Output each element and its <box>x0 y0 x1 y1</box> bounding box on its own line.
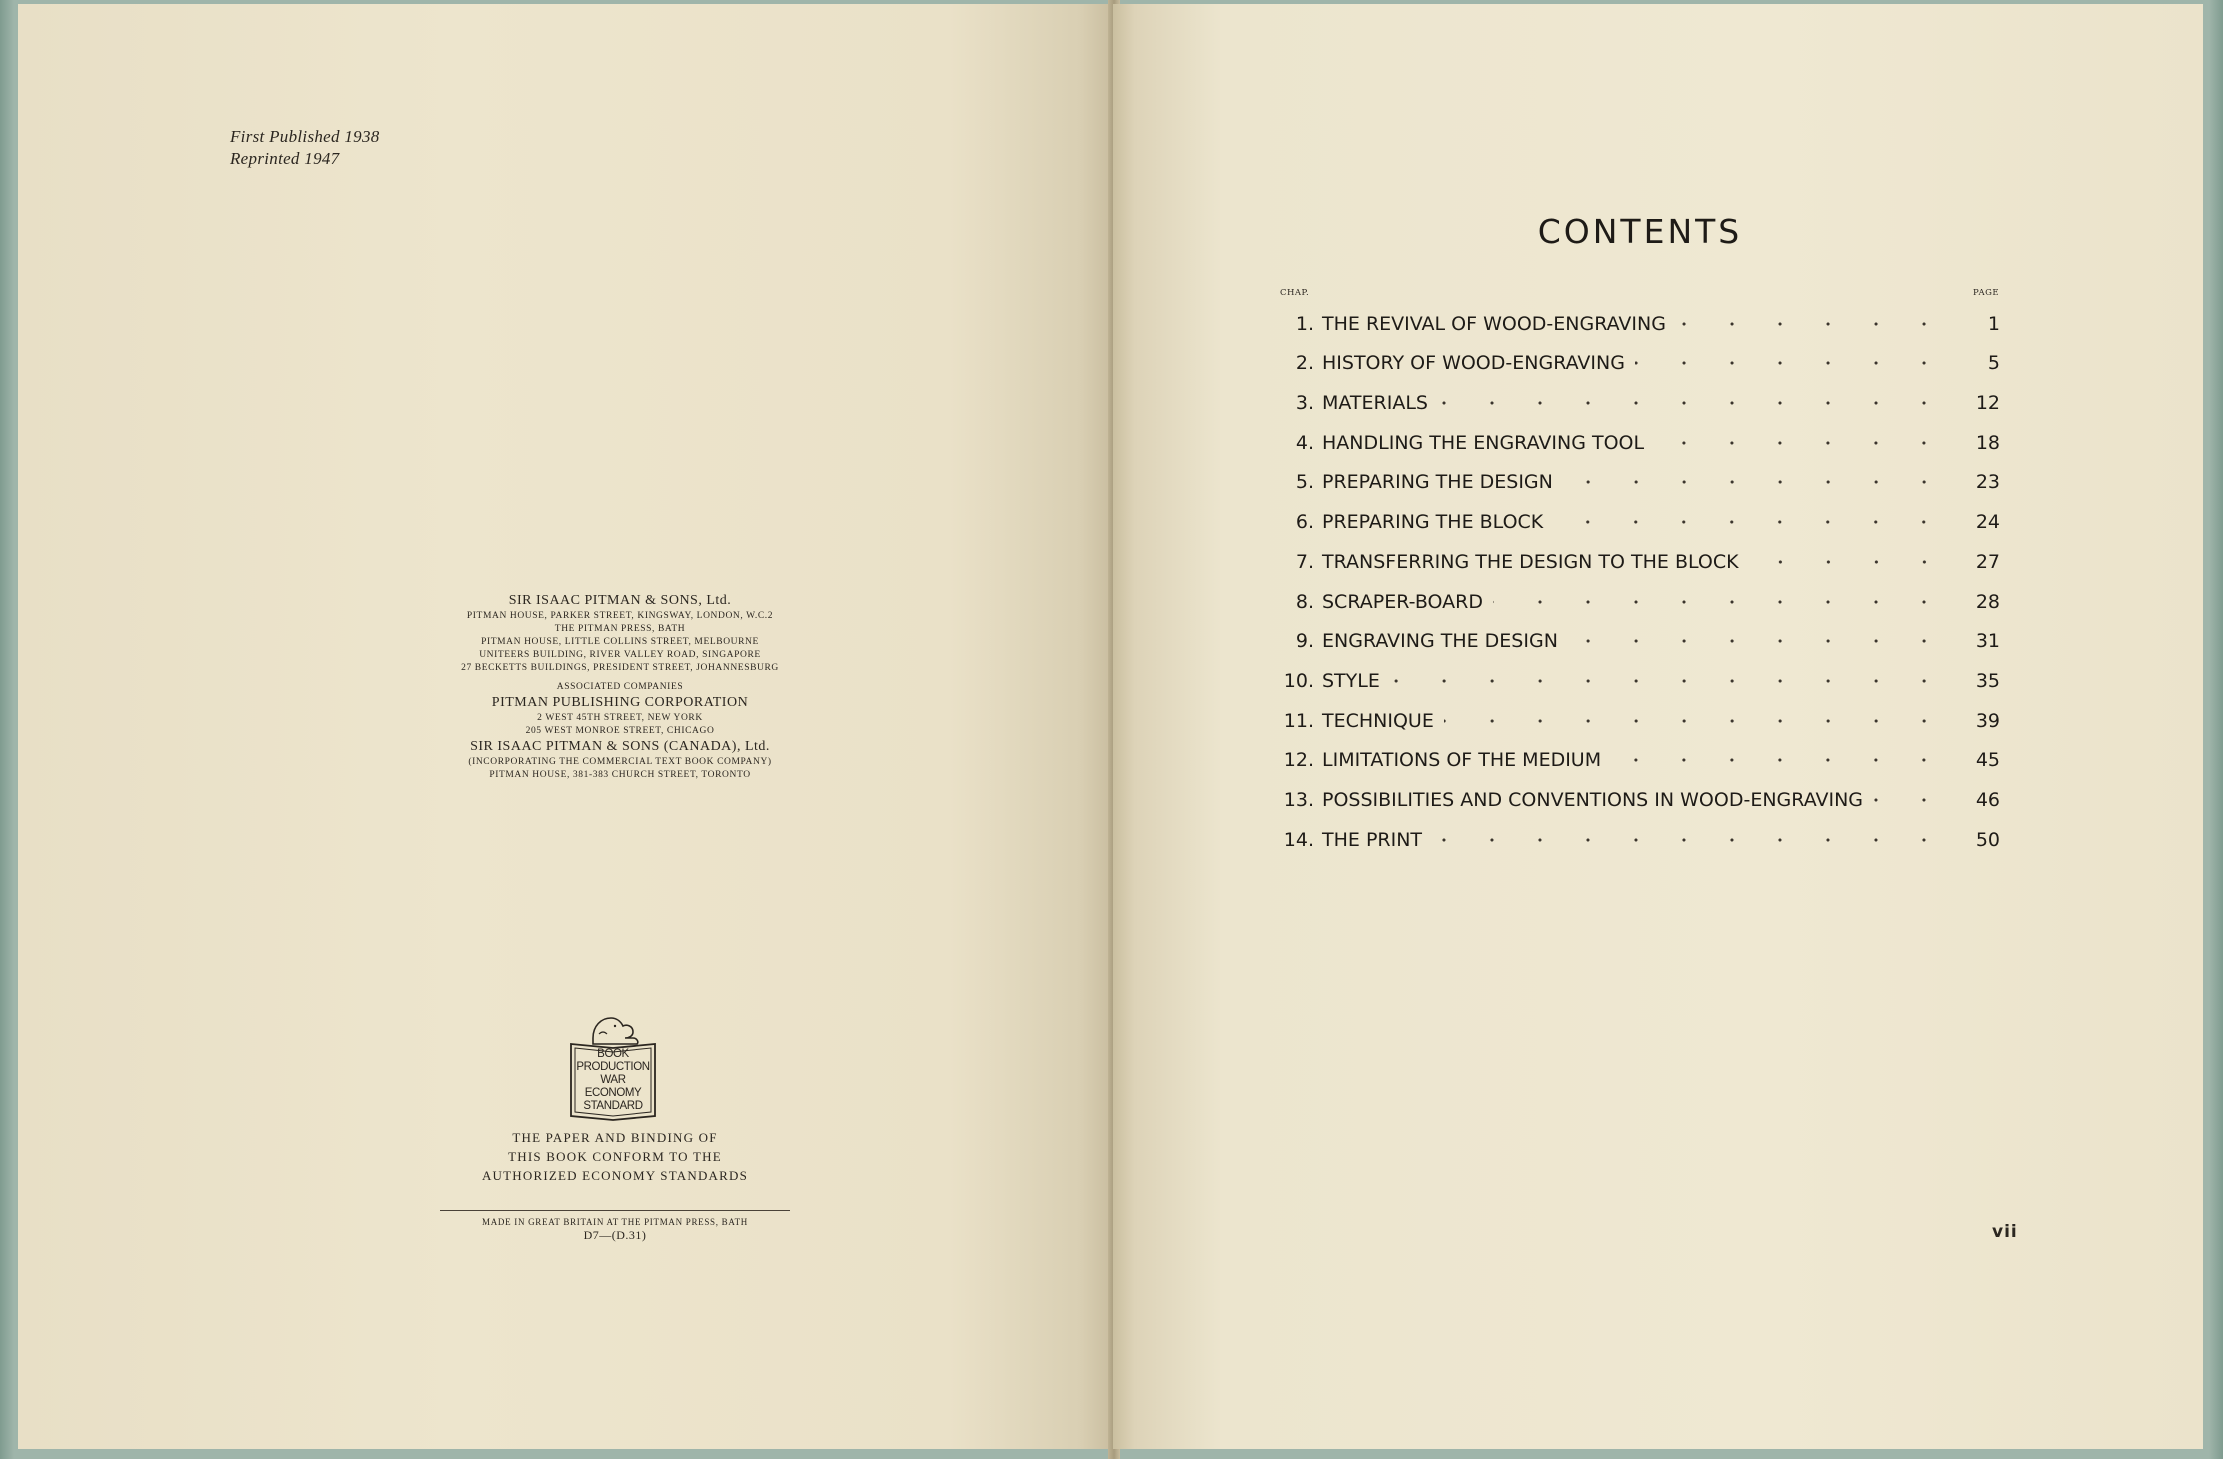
toc-entry <box>1270 375 2000 415</box>
toc-page-number: 1 <box>1987 312 2000 335</box>
standards-line: AUTHORIZED ECONOMY STANDARDS <box>481 1168 749 1183</box>
toc-chapter-title: HISTORY OF WOOD-ENGRAVING <box>1322 352 1625 375</box>
toc-chapter-number: 3. <box>1295 392 1314 415</box>
toc-chapter-title: SCRAPER-BOARD <box>1322 590 1483 613</box>
associated-companies-label: ASSOCIATED COMPANIES <box>556 682 684 692</box>
address-line: PITMAN HOUSE, PARKER STREET, KINGSWAY, LONDON, W.C.2 <box>466 611 774 621</box>
toc-entry <box>1270 772 2000 812</box>
contents-title: CONTENTS <box>1537 212 1743 251</box>
toc-entry <box>1270 812 2000 852</box>
toc-chapter-title: LIMITATIONS OF THE MEDIUM <box>1322 749 1602 772</box>
toc-entry <box>1270 534 2000 574</box>
toc-page-number: 31 <box>1975 630 2000 653</box>
toc-page-number: 46 <box>1975 788 2000 811</box>
toc-chapter-title: PREPARING THE DESIGN <box>1322 471 1553 494</box>
toc-chapter-title: MATERIALS <box>1322 392 1428 415</box>
toc-chapter-number: 7. <box>1295 550 1314 573</box>
toc-entry <box>1270 574 2000 614</box>
toc-leader-dots <box>1568 629 1948 653</box>
address-line: UNITEERS BUILDING, RIVER VALLEY ROAD, SINGAPORE <box>479 650 761 660</box>
colophon-rule <box>440 1210 790 1211</box>
toc-chapter-title: STYLE <box>1322 669 1380 692</box>
toc-leader-dots <box>1444 709 1948 733</box>
publication-info <box>230 126 380 170</box>
corporation-name: PITMAN PUBLISHING CORPORATION <box>491 695 749 710</box>
emblem-text <box>571 1048 655 1113</box>
chap-column-label: CHAP. <box>1280 288 1310 298</box>
toc-page-number: 5 <box>1987 352 2000 375</box>
toc-leader-dots <box>1611 748 1948 772</box>
toc-entry <box>1270 733 2000 773</box>
emblem-line: PRODUCTION <box>576 1061 650 1073</box>
printer-colophon <box>440 1210 790 1242</box>
toc-chapter-title: TRANSFERRING THE DESIGN TO THE BLOCK <box>1322 550 1739 573</box>
toc-chapter-number: 14. <box>1283 828 1314 851</box>
toc-chapter-title: HANDLING THE ENGRAVING TOOL <box>1322 431 1645 454</box>
toc-entry <box>1270 614 2000 654</box>
toc-leader-dots <box>1873 788 1948 812</box>
page-folio: vii <box>1992 1222 2018 1242</box>
toc-page-number: 23 <box>1975 471 2000 494</box>
toc-page-number: 27 <box>1975 550 2000 573</box>
toc-leader-dots <box>1493 590 1948 614</box>
toc-chapter-number: 4. <box>1295 431 1314 454</box>
toc-page-number: 39 <box>1975 709 2000 732</box>
toc-page-number: 18 <box>1975 431 2000 454</box>
toc-page-number: 50 <box>1975 828 2000 851</box>
table-of-contents <box>1270 296 2000 852</box>
emblem-line: BOOK <box>597 1048 629 1060</box>
toc-chapter-title: TECHNIQUE <box>1322 709 1434 732</box>
standards-line: THE PAPER AND BINDING OF <box>512 1130 718 1145</box>
toc-chapter-title: ENGRAVING THE DESIGN <box>1322 630 1558 653</box>
address-line: 205 WEST MONROE STREET, CHICAGO <box>525 726 715 736</box>
toc-chapter-title: THE REVIVAL OF WOOD-ENGRAVING <box>1322 312 1666 335</box>
toc-chapter-number: 8. <box>1295 590 1314 613</box>
address-line: 27 BECKETTS BUILDINGS, PRESIDENT STREET, JOHANNESBURG <box>461 663 779 673</box>
toc-leader-dots <box>1390 669 1948 693</box>
print-code: D7—(D.31) <box>583 1228 647 1242</box>
toc-entry <box>1270 336 2000 376</box>
toc-leader-dots <box>1553 510 1948 534</box>
toc-chapter-number: 1. <box>1295 312 1314 335</box>
toc-leader-dots <box>1635 351 1948 375</box>
toc-entry <box>1270 455 2000 495</box>
standards-line: THIS BOOK CONFORM TO THE <box>508 1149 722 1164</box>
publisher-name: SIR ISAAC PITMAN & SONS, Ltd. <box>508 593 732 608</box>
toc-chapter-number: 2. <box>1295 352 1314 375</box>
toc-page-number: 35 <box>1975 669 2000 692</box>
toc-leader-dots <box>1676 312 1948 336</box>
toc-leader-dots <box>1432 828 1948 852</box>
canada-company-name: SIR ISAAC PITMAN & SONS (CANADA), Ltd. <box>470 739 770 754</box>
toc-chapter-number: 9. <box>1295 630 1314 653</box>
emblem-line: STANDARD <box>583 1100 643 1112</box>
toc-chapter-number: 12. <box>1283 749 1314 772</box>
emblem-line: WAR ECONOMY <box>584 1074 642 1099</box>
toc-entry <box>1270 494 2000 534</box>
page-column-label: PAGE <box>1973 288 2000 298</box>
toc-chapter-number: 10. <box>1283 669 1314 692</box>
address-line: (INCORPORATING THE COMMERCIAL TEXT BOOK COMPANY) <box>468 757 772 767</box>
toc-chapter-number: 5. <box>1295 471 1314 494</box>
toc-chapter-title: PREPARING THE BLOCK <box>1322 511 1544 534</box>
economy-standards-notice <box>460 1128 770 1185</box>
toc-chapter-title: THE PRINT <box>1322 828 1423 851</box>
first-published: First Published 1938 <box>230 127 380 146</box>
address-line: 2 WEST 45TH STREET, NEW YORK <box>537 713 703 723</box>
toc-leader-dots <box>1438 391 1948 415</box>
toc-leader-dots <box>1654 431 1948 455</box>
made-in-line: MADE IN GREAT BRITAIN AT THE PITMAN PRESS, BATH <box>482 1217 748 1227</box>
publisher-imprint <box>420 592 820 782</box>
address-line: PITMAN HOUSE, 381-383 CHURCH STREET, TORONTO <box>489 770 751 780</box>
toc-chapter-number: 11. <box>1283 709 1314 732</box>
toc-entry <box>1270 693 2000 733</box>
toc-leader-dots <box>1563 470 1948 494</box>
address-line: THE PITMAN PRESS, BATH <box>554 624 686 634</box>
toc-leader-dots <box>1749 550 1948 574</box>
toc-chapter-number: 6. <box>1295 511 1314 534</box>
toc-entry <box>1270 415 2000 455</box>
toc-chapter-title: POSSIBILITIES AND CONVENTIONS IN WOOD-ENGRAVING <box>1322 788 1864 811</box>
address-line: PITMAN HOUSE, LITTLE COLLINS STREET, MELBOURNE <box>481 637 759 647</box>
toc-page-number: 28 <box>1975 590 2000 613</box>
reprinted: Reprinted 1947 <box>230 149 340 168</box>
toc-page-number: 45 <box>1975 749 2000 772</box>
toc-page-number: 12 <box>1975 392 2000 415</box>
toc-chapter-number: 13. <box>1283 788 1314 811</box>
toc-page-number: 24 <box>1975 511 2000 534</box>
toc-entry <box>1270 296 2000 336</box>
toc-entry <box>1270 653 2000 693</box>
